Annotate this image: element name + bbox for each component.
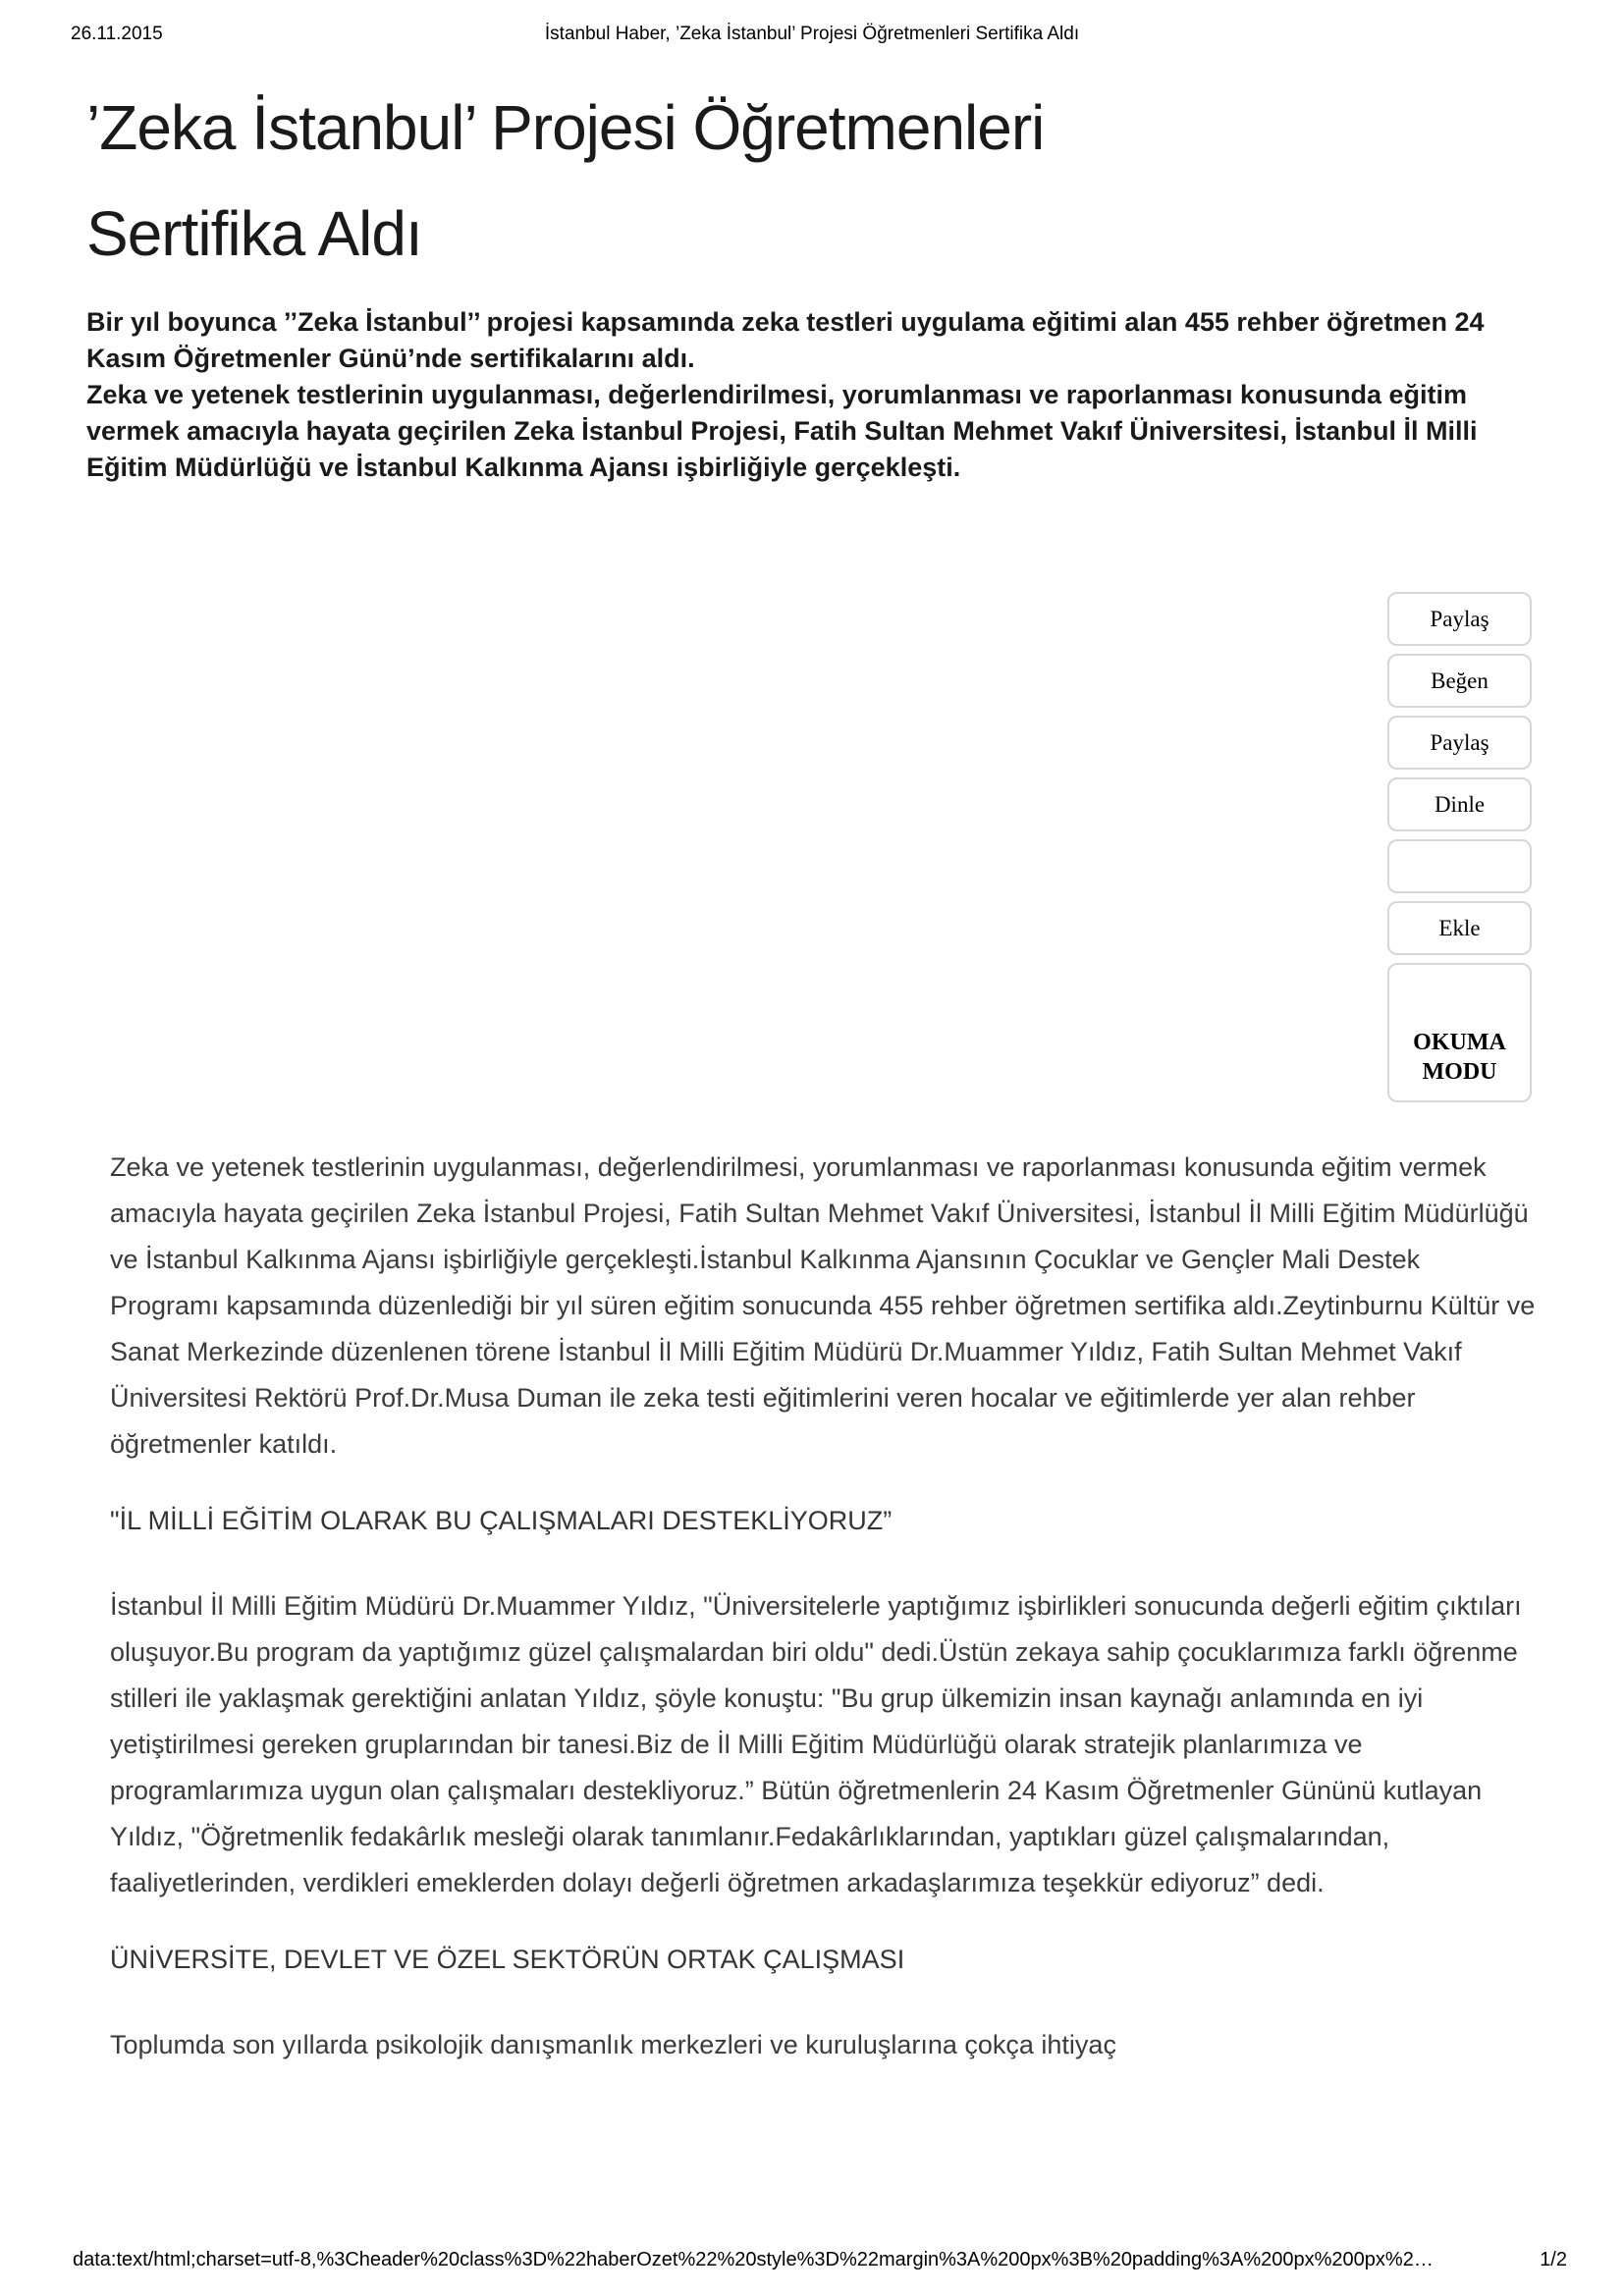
section-heading: ÜNİVERSİTE, DEVLET VE ÖZEL SEKTÖRÜN ORTAK ÇALIŞMASI (110, 1945, 905, 1974)
lede-paragraph: Bir yıl boyunca ’’Zeka İstanbul’’ projesi kapsamında zeka testleri uygulama eğitimi alan 455 rehber öğretmen 24 Kasım Öğretmenler Günü’nde sertifikalarını aldı. (86, 307, 1485, 373)
add-button[interactable]: Ekle (1387, 901, 1532, 955)
article-lede (86, 304, 1559, 486)
print-document-title: İstanbul Haber, ’Zeka İstanbul’ Projesi Öğretmenleri Sertifika Aldı (544, 24, 1080, 44)
listen-button[interactable]: Dinle (1387, 777, 1532, 831)
body-paragraph: Toplumda son yıllarda psikolojik danışmanlık merkezleri ve kuruluşlarına çokça ihtiyaç (110, 2030, 1116, 2059)
body-paragraph: İstanbul İl Milli Eğitim Müdürü Dr.Muammer Yıldız, "Üniversitelerle yaptığımız işbirlikleri sonucunda değerli eğitim çıktıları oluşuyor.Bu program da yaptığımız güzel çalışmalardan biri oldu" dedi.Üstün zekaya sahip çocuklarımıza farklı öğrenme stilleri ile yaklaşmak gerektiğini anlatan Yıldız, şöyle konuştu: "Bu grup ülkemizin insan kaynağı anlamında en iyi yetiştirilmesi gereken gruplarından bir tanesi.Biz de İl Milli Eğitim Müdürlüğü olarak stratejik planlarımıza ve programlarımıza uygun olan çalışmaları destekliyoruz.” Bütün öğretmenlerin 24 Kasım Öğretmenler Gününü kutlayan Yıldız, "Öğretmenlik fedakârlık mesleği olarak tanımlanır.Fedakârlıklarından, yaptıkları güzel çalışmalarından, faaliyetlerinden, verdikleri emeklerden dolayı değerli öğretmen arkadaşlarımıza teşekkür ediyoruz” dedi. (110, 1591, 1522, 1897)
action-buttons-column (1387, 592, 1532, 1110)
share-button-2[interactable]: Paylaş (1387, 716, 1532, 770)
blank-button[interactable] (1387, 839, 1532, 893)
reading-mode-button[interactable]: OKUMA MODU (1387, 963, 1532, 1102)
page-indicator: 1/2 (1540, 2249, 1567, 2270)
lede-paragraph: Zeka ve yetenek testlerinin uygulanması, değerlendirilmesi, yorumlanması ve raporlanması konusunda eğitim vermek amacıyla hayata geçirilen Zeka İstanbul Projesi, Fatih Sultan Mehmet Vakıf Üniversitesi, İstanbul İl Milli Eğitim Müdürlüğü ve İstanbul Kalkınma Ajansı işbirliğiyle gerçekleşti. (86, 380, 1478, 482)
article-title-line-1: ’Zeka İstanbul’ Projesi Öğretmenleri (86, 92, 1045, 163)
print-header (71, 24, 1553, 51)
body-paragraph: Zeka ve yetenek testlerinin uygulanması, değerlendirilmesi, yorumlanması ve raporlanması konusunda eğitim vermek amacıyla hayata geçirilen Zeka İstanbul Projesi, Fatih Sultan Mehmet Vakıf Üniversitesi, İstanbul İl Milli Eğitim Müdürlüğü ve İstanbul Kalkınma Ajansı işbirliğiyle gerçekleşti.İstanbul Kalkınma Ajansının Çocuklar ve Gençler Mali Destek Programı kapsamında düzenlediği bir yıl süren eğitim sonucunda 455 rehber öğretmen sertifika aldı.Zeytinburnu Kültür ve Sanat Merkezinde düzenlenen törene İstanbul İl Milli Eğitim Müdürü Dr.Muammer Yıldız, Fatih Sultan Mehmet Vakıf Üniversitesi Rektörü Prof.Dr.Musa Duman ile zeka testi eğitimlerini veren hocalar ve eğitimlerde yer alan rehber öğretmenler katıldı. (110, 1152, 1536, 1459)
print-source-url: data:text/html;charset=utf-8,%3Cheader%20class%3D%22haberOzet%22%20style%3D%22margin%3A%200px%3B%20padding%3A%200px%200px%2… (73, 2249, 1434, 2270)
article-body (110, 1145, 1536, 2099)
article-title (86, 75, 1353, 287)
section-heading: "İL MİLLİ EĞİTİM OLARAK BU ÇALIŞMALARI DESTEKLİYORUZ” (110, 1506, 893, 1535)
share-button[interactable]: Paylaş (1387, 592, 1532, 646)
like-button[interactable]: Beğen (1387, 654, 1532, 708)
print-footer (73, 2249, 1567, 2271)
print-date: 26.11.2015 (71, 24, 163, 44)
article-title-line-2: Sertifika Aldı (86, 198, 422, 269)
